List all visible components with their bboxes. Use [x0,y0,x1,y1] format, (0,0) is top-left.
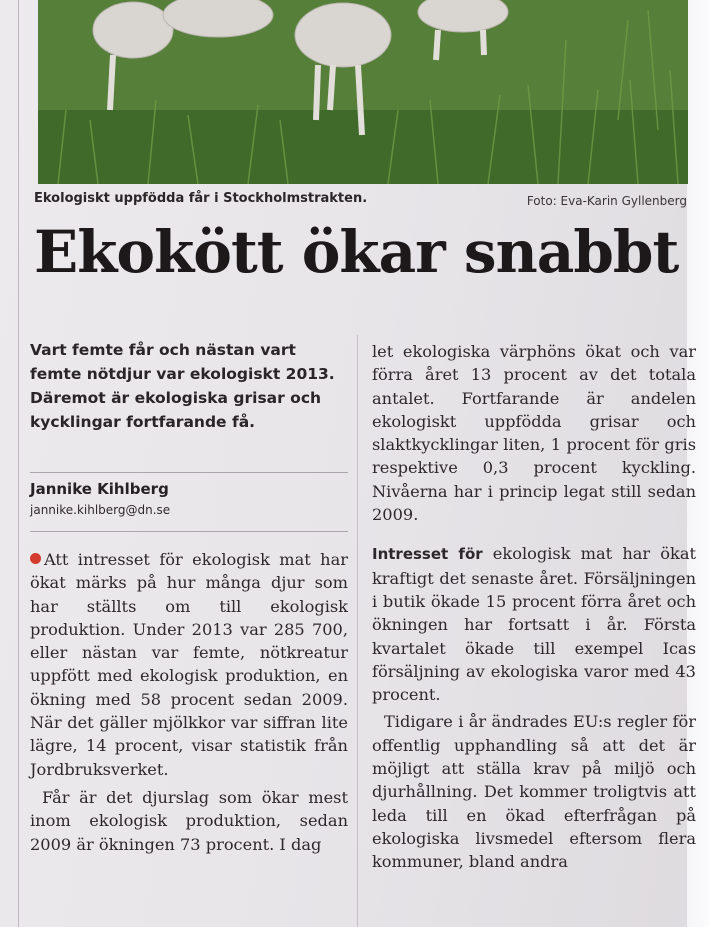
grass-and-sheep-illustration [38,0,688,184]
paragraph-lead: Intresset för [372,545,483,564]
headline: Ekokött ökar snabbt [34,218,679,286]
ingress: Vart femte får och nästan vart femte nötdjur var ekologiskt 2013. Däremot är ekologiska grisar och kycklingar fortfarande få. [30,341,335,431]
left-column [30,338,348,856]
divider-rule [30,472,348,473]
body-paragraph: Att intresset för ekologisk mat har ökat märks på hur många djur som har ställts om till ekologisk produktion. Under 2013 var 285 700, eller nästan var femte, nötkreatur uppfött med ekologisk produktion, en ökning med 58 procent sedan 2009. När det gäller mjölkkor var siffran lite lägre, 14 procent, visar statistik från Jordbruksverket. [30,550,348,779]
margin-rule [18,0,19,927]
right-column [372,340,696,874]
body-paragraph: Tidigare i år ändrades EU:s regler för offentlig upphandling så att det är möjligt att ställa krav på miljö och djurhållning. Det kommer troligtvis att leda till en ökad efterfrågan på ekologiska livsmedel eftersom flera kommuner, bland andra [372,712,696,872]
column-divider [357,335,358,927]
author-email[interactable]: jannike.kihlberg@dn.se [30,503,171,517]
sheep-photo [38,0,688,184]
divider-rule [30,531,348,532]
photo-credit: Foto: Eva-Karin Gyllenberg [526,194,687,208]
red-dot-icon [30,553,41,564]
body-paragraph: Får är det djurslag som ökar mest inom ekologisk produktion, sedan 2009 är ökningen 73 procent. I dag [30,787,348,854]
photo-caption: Ekologiskt uppfödda får i Stockholmstrakten. [34,191,368,206]
body-paragraph: Intresset för ekologisk mat har ökat kraftigt det senaste året. Försäljningen i butik ökade 15 procent förra året och ökningen har fortsatt i år. Första kvartalet ökade till exempel Icas försäljning av ekologiska varor med 43 procent. [372,544,696,705]
author-name: Jannike Kihlberg [30,480,169,498]
body-paragraph: let ekologiska värphöns ökat och var förra året 13 procent av det totala antalet. Fortfarande är andelen ekologiskt uppfödda grisar och slaktkycklingar liten, 1 procent för gris respektive 0,3 procent kyckling. Nivåerna har i princip legat still sedan 2009. [372,342,696,525]
